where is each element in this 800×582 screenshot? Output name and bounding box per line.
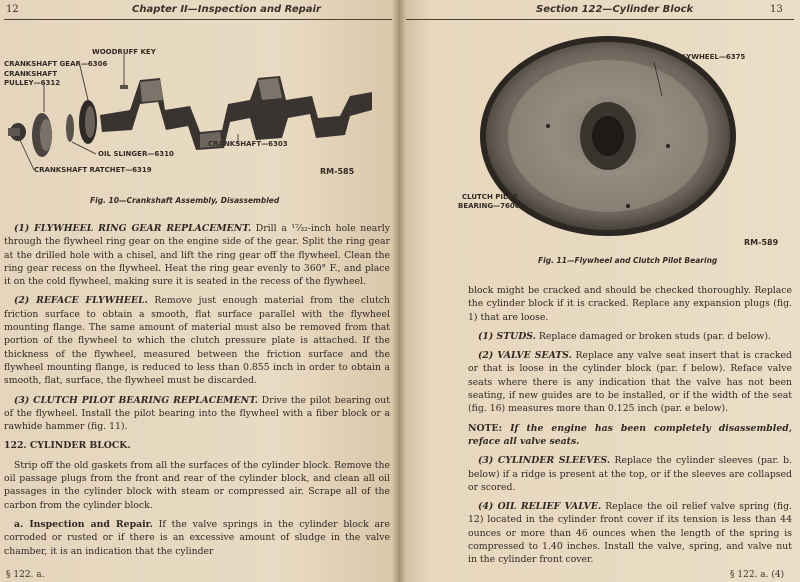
para-title: a. Inspection and Repair.	[14, 518, 153, 530]
right-page	[398, 0, 800, 582]
para-title: (2) VALVE SEATS.	[478, 350, 572, 362]
page-number: 13	[770, 4, 783, 15]
callout-crankshaft: CRANKSHAFT—6303	[208, 140, 288, 148]
note-body: If the engine has been completely disassembled, reface all valve seats.	[468, 422, 792, 447]
left-page	[0, 0, 398, 582]
figure-caption: Fig. 10—Crankshaft Assembly, Disassembled	[90, 196, 280, 205]
note-label: NOTE:	[468, 422, 503, 434]
callout-clutch-pilot-line2: BEARING—7600	[458, 202, 520, 210]
para-body: Drive the pilot bearing out of the flywheel. Install the pilot bearing into the flywheel with a fiber block or a rawhide hammer (fig. 11).	[4, 394, 390, 433]
page-number: 12	[6, 4, 19, 15]
header-rule	[406, 19, 794, 20]
para-title: (4) OIL RELIEF VALVE.	[478, 501, 602, 513]
right-body-text	[468, 284, 792, 573]
callout-crankshaft-pulley-line1: CRANKSHAFT	[4, 70, 58, 78]
para-body: Replace any valve seat insert that is cracked or that is loose in the cylinder block (par. f below). Reface valve seats where there is any indication that the valve has not been seating, if new guides are to be installed, or if the width of the seat (fig. 16) measures more than 0.125 inch (par. e below).	[468, 350, 792, 415]
para-title: (2) REFACE FLYWHEEL.	[14, 295, 148, 307]
footer-ref: § 122. a. (4)	[730, 570, 785, 580]
para-body: Drill a ¹⁷⁄₃₂-inch hole nearly through the flywheel ring gear on the engine side of the gear. Split the ring gear at the drilled hole with a chisel, and lift the ring gear off the flywheel. Clean the ring gear recess on the flywheel. Heat the ring gear evenly to 360° F., and place it on the cold flywheel, making sure it is seated in the recess of the flywheel.	[4, 223, 391, 288]
rm-number: RM-585	[320, 167, 355, 176]
callout-crankshaft-ratchet: CRANKSHAFT RATCHET—6319	[34, 166, 152, 174]
rm-number: RM-589	[744, 238, 779, 247]
para-title: (1) FLYWHEEL RING GEAR REPLACEMENT.	[14, 223, 252, 234]
running-head: Chapter II—Inspection and Repair	[132, 4, 321, 15]
paragraph: Strip off the old gaskets from all the surfaces of the cylinder block. Remove the oil passage plugs from the front and rear of the cylinder block, and clean all oil passages in the cylinder block with steam or compressed air. Scrape all of the carbon from the cylinder block.	[4, 459, 390, 511]
section-heading: 122. CYLINDER BLOCK.	[4, 440, 131, 452]
callout-woodruff-key: WOODRUFF KEY	[92, 48, 156, 56]
callout-flywheel: FLYWHEEL—6375	[678, 53, 746, 61]
para-title: (1) STUDS.	[478, 330, 536, 342]
running-head: Section 122—Cylinder Block	[536, 4, 694, 15]
para-body: Replace damaged or broken studs (par. d below).	[535, 330, 771, 342]
para-title: (3) CYLINDER SLEEVES.	[478, 455, 611, 467]
callout-clutch-pilot-line1: CLUTCH PILOT	[462, 193, 518, 201]
footer-ref: § 122. a.	[6, 570, 45, 580]
callout-oil-slinger: OIL SLINGER—6310	[98, 150, 174, 158]
flywheel-illustration	[478, 36, 778, 246]
para-body: Replace the oil relief valve spring (fig. 12) located in the cylinder front cover if its tension is less than 44 ounces or more than 46 ounces when the length of the spring is compressed to 1.40 inches. Install the valve, spring, and valve nut in the cylinder front cover.	[468, 501, 792, 566]
left-body-text	[4, 222, 390, 564]
figure-caption: Fig. 11—Flywheel and Clutch Pilot Bearing	[538, 256, 718, 265]
para-body: If the valve springs in the cylinder block are corroded or rusted or if there is an excessive amount of sludge in the valve chamber, it is an indication that the cylinder	[4, 518, 390, 557]
callout-crankshaft-gear: CRANKSHAFT GEAR—6306	[4, 60, 108, 68]
book-gutter	[392, 0, 406, 582]
para-body: Remove just enough material from the clutch friction surface to obtain a smooth, flat surface parallel with the flywheel mounting flange. The same amount of material must also be removed from that portion of the flywheel to which the clutch pressure plate is attached. If the thickness of the flywheel, measured between the friction surface and the flywheel mounting flange, is reduced to less than 0.855 inch in order to obtain a smooth, flat, surface, the flywheel must be discarded.	[4, 295, 391, 387]
para-body: Replace the cylinder sleeves (par. b. below) if a ridge is present at the top, or if the sleeves are collapsed or scored.	[468, 455, 792, 493]
para-title: (3) CLUTCH PILOT BEARING REPLACEMENT.	[14, 394, 259, 406]
callout-crankshaft-pulley-line2: PULLEY—6312	[4, 79, 61, 87]
paragraph: block might be cracked and should be checked thoroughly. Replace the cylinder block if it is cracked. Replace any expansion plugs (fig. 1) that are loose.	[468, 285, 792, 323]
header-rule	[4, 19, 392, 20]
